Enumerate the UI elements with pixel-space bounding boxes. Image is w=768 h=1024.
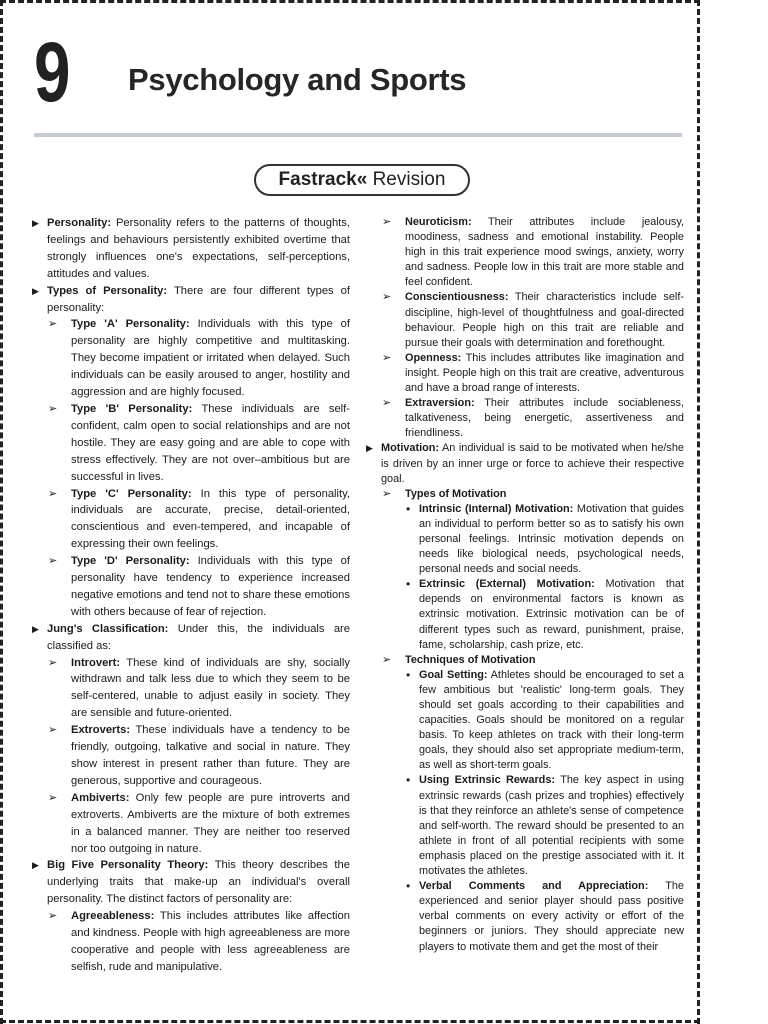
list-item	[32, 621, 350, 655]
list-item-text	[381, 441, 684, 486]
list-item	[366, 290, 684, 350]
list-item-text	[47, 621, 350, 655]
bullet-dot-icon: •	[406, 501, 411, 516]
list-item-body: These individuals have a tendency to be friendly, outgoing, talkative and social in nature. They show interest in present rather than future. They are generous, supportive and courageous.	[71, 724, 350, 787]
list-item-text	[71, 790, 350, 858]
arrow-bullet-icon: ▶	[32, 860, 39, 871]
list-item-heading: Jung's Classification:	[47, 622, 169, 635]
list-item-heading: Verbal Comments and Appreciation:	[419, 880, 649, 893]
list-item-heading: Motivation:	[381, 442, 440, 455]
list-item-body: This includes attributes like affection and kindness. People with high agreeableness are more cooperative and people with less agreeableness are selfish, rude and manipulative.	[71, 910, 350, 973]
list-item-text	[47, 283, 350, 317]
list-item	[32, 790, 350, 858]
list-item-heading: Type 'A' Personality:	[71, 318, 190, 331]
arrow-bullet-icon: ➢	[48, 318, 58, 331]
list-item-text	[71, 486, 350, 554]
arrow-bullet-icon: ➢	[48, 791, 58, 804]
list-item-heading: Neuroticism:	[405, 216, 472, 228]
list-item-heading: Conscientiousness:	[405, 291, 509, 304]
list-item-text	[405, 487, 684, 502]
list-item-body: Motivation that depends on environmental factors is known as extrinsic motivation. Extrinsic motivation can be of different types such as reward, punishment, praise, fame, scholarship, cash prize, etc.	[419, 578, 684, 651]
list-item-text	[419, 577, 684, 652]
list-item-body: Individuals with this type of personality are highly competitive and multitasking. They become impatient or irritated when delayed. Such individuals can be easily aroused to anger, hostility and aggression and are highly focused.	[71, 318, 351, 399]
list-item-text	[419, 668, 684, 774]
list-item-body: These kind of individuals are shy, socially withdrawn and talk less due to which they seem to be self-centered, unable to adjust easily in society. They are sensible and future-oriented.	[71, 656, 350, 720]
list-item	[32, 857, 350, 908]
list-item-heading: Agreeableness:	[71, 910, 155, 923]
arrow-bullet-icon: ▶	[32, 218, 39, 228]
list-item-text	[419, 773, 684, 879]
arrow-bullet-icon: ➢	[382, 397, 392, 410]
bullet-dot-icon: •	[406, 879, 411, 894]
list-item	[32, 655, 350, 723]
list-item	[366, 487, 684, 502]
list-item-heading: Introvert:	[71, 656, 121, 669]
badge-rest-text: Revision	[367, 169, 446, 190]
list-item-heading: Big Five Personality Theory:	[47, 859, 209, 872]
list-item-text	[405, 351, 684, 396]
dashed-border-bottom	[0, 1020, 700, 1023]
arrow-bullet-icon: ▶	[32, 623, 39, 634]
list-item-body: These individuals are self-confident, calm open to social relationships and are not hostile. They are easy going and are able to cope with stress effectively. They are not over–ambitious but are successful in lives.	[71, 402, 351, 483]
list-item-heading: Personality:	[47, 217, 112, 229]
list-item-body: Individuals with this type of personality have tendency to experience increased negative emotions and tend not to share these emotions with others because of fear of rejection.	[71, 555, 351, 618]
arrow-bullet-icon: ➢	[48, 402, 58, 415]
list-item	[366, 215, 684, 290]
list-item	[32, 553, 350, 621]
list-item-heading: Techniques of Motivation	[405, 653, 536, 666]
right-column	[366, 215, 684, 955]
chapter-title: Psychology and Sports	[128, 62, 467, 97]
list-item-body: This includes attributes like imagination and insight. People high on this trait are creative, adventurous and have a broad range of interests.	[405, 351, 684, 395]
list-item	[366, 577, 684, 652]
list-item-text	[71, 722, 350, 790]
list-item-body: An individual is said to be motivated when he/she is driven by an inner urge or force to achieve their respective goal.	[381, 442, 684, 485]
list-item-heading: Type 'B' Personality:	[71, 402, 193, 415]
list-item-heading: Extroverts:	[71, 724, 131, 737]
arrow-bullet-icon: ➢	[382, 351, 392, 364]
list-item-body: This theory describes the underlying traits that make-up an individual's overall personality. The distinct factors of personality are:	[47, 859, 350, 906]
list-item	[366, 502, 684, 577]
list-item-text	[71, 316, 350, 401]
dashed-border-right	[697, 0, 700, 1024]
list-item-heading: Using Extrinsic Rewards:	[419, 774, 556, 787]
list-item-body: Only few people are pure introverts and extroverts. Ambiverts are the mixture of both extremes in a balanced manner. They are neither too reserved nor too outgoing in nature.	[71, 791, 350, 855]
arrow-bullet-icon: ➢	[48, 555, 58, 568]
list-item	[366, 773, 684, 879]
list-item-heading: Extrinsic (External) Motivation:	[419, 578, 595, 591]
bullet-dot-icon: •	[406, 773, 411, 788]
list-item-body: The key aspect in using extrinsic rewards (cash prizes and trophies) effectively is that they reinforce an athlete's sense of competence and self-worth. The reward should be presented to an athlete in front of all potential recipients with some emphasis placed on the prestige associated with it. It motivates the athletes.	[419, 774, 684, 878]
arrow-bullet-icon: ➢	[48, 910, 58, 923]
list-item-text	[405, 396, 684, 441]
list-item-text	[71, 401, 350, 486]
list-item-text	[419, 502, 684, 577]
list-item-text	[47, 215, 350, 283]
list-item-text	[405, 290, 684, 350]
left-column	[32, 215, 350, 976]
list-item	[32, 316, 350, 401]
dashed-border-top	[0, 0, 700, 3]
fastrack-revision-badge	[254, 164, 470, 196]
list-item-text	[71, 553, 350, 621]
list-item-heading: Intrinsic (Internal) Motivation:	[419, 502, 574, 515]
list-item	[32, 722, 350, 790]
list-item-heading: Extraversion:	[405, 397, 475, 410]
badge-mark: «	[356, 169, 368, 190]
arrow-bullet-icon: ▶	[32, 285, 39, 296]
list-item-heading: Openness:	[405, 351, 462, 364]
bullet-dot-icon: •	[406, 577, 411, 592]
title-divider	[34, 133, 682, 137]
list-item-text	[71, 655, 350, 723]
list-item-text	[47, 857, 350, 908]
arrow-bullet-icon: ➢	[382, 291, 392, 304]
list-item-body: Their characteristics include self-discipline, high-level of thoughtfulness and goal-directed behaviour. People high on this trait are reliable and pursue their goals with determination and forethought.	[405, 291, 684, 349]
arrow-bullet-icon: ➢	[48, 724, 58, 737]
list-item	[32, 215, 350, 283]
list-item-body: Motivation that guides an individual to perform better so as to satisfy his own personal feelings. Intrinsic motivation depends on needs like biological needs, psychological needs, personal needs and social needs.	[419, 502, 684, 576]
list-item	[32, 283, 350, 317]
list-item-text	[419, 879, 684, 954]
list-item-text	[405, 653, 684, 668]
list-item-body: Their attributes include jealousy, moodiness, sadness and emotional instability. People high in this trait experience mood swings, anxiety, worry and sadness. People low in this trait are more stable and feel confident.	[405, 216, 684, 289]
list-item-heading: Types of Personality:	[47, 284, 168, 297]
list-item	[32, 486, 350, 554]
list-item-heading: Types of Motivation	[405, 487, 507, 500]
list-item-body: Under this, the individuals are classified as:	[47, 622, 350, 652]
list-item-text	[71, 908, 350, 976]
arrow-bullet-icon: ➢	[382, 487, 392, 500]
list-item-heading: Goal Setting:	[419, 668, 488, 681]
list-item	[366, 351, 684, 396]
list-item-body: Athletes should be encouraged to set a few ambitious but 'realistic' long-term goals. They should set goals according to their capabilities and capacities. Goals should be monitored on a regular basis. To keep athletes on track with their long-term goals, they should also set appropriate medium-term, as well as short-term goals.	[419, 668, 684, 772]
list-item	[366, 879, 684, 954]
list-item	[32, 908, 350, 976]
dashed-border-left	[0, 0, 3, 1024]
bullet-dot-icon: •	[406, 667, 411, 682]
list-item-body: In this type of personality, individuals are accurate, precise, detail-oriented, conscientious and even-tempered, and incapable of expressing their own feelings.	[71, 487, 351, 551]
list-item	[366, 396, 684, 441]
list-item-body: The experienced and senior player should pass positive verbal comments on every activity or effort of the beginners or juniors. They should appreciate new players to motivate them and get the most of their	[419, 880, 684, 953]
list-item-heading: Ambiverts:	[71, 791, 130, 804]
badge-bold-text: Fastrack	[278, 169, 357, 190]
list-item	[32, 401, 350, 486]
arrow-bullet-icon: ▶	[366, 443, 373, 454]
list-item-heading: Type 'D' Personality:	[71, 555, 190, 568]
arrow-bullet-icon: ➢	[48, 487, 58, 500]
list-item-body: Their attributes include sociableness, talkativeness, being energetic, assertiveness and friendliness.	[405, 397, 684, 440]
list-item-text	[405, 215, 684, 290]
list-item	[366, 441, 684, 486]
list-item-body: There are four different types of personality:	[47, 284, 350, 314]
list-item-body: Personality refers to the patterns of thoughts, feelings and behaviours persistently exhibited overtime that strongly influences one's expectations, self-perceptions, attitudes and values.	[47, 217, 350, 280]
list-item	[366, 653, 684, 668]
arrow-bullet-icon: ➢	[382, 216, 392, 228]
arrow-bullet-icon: ➢	[382, 653, 392, 666]
chapter-number: 9	[34, 25, 71, 119]
list-item	[366, 668, 684, 774]
list-item-heading: Type 'C' Personality:	[71, 487, 192, 500]
arrow-bullet-icon: ➢	[48, 656, 58, 669]
